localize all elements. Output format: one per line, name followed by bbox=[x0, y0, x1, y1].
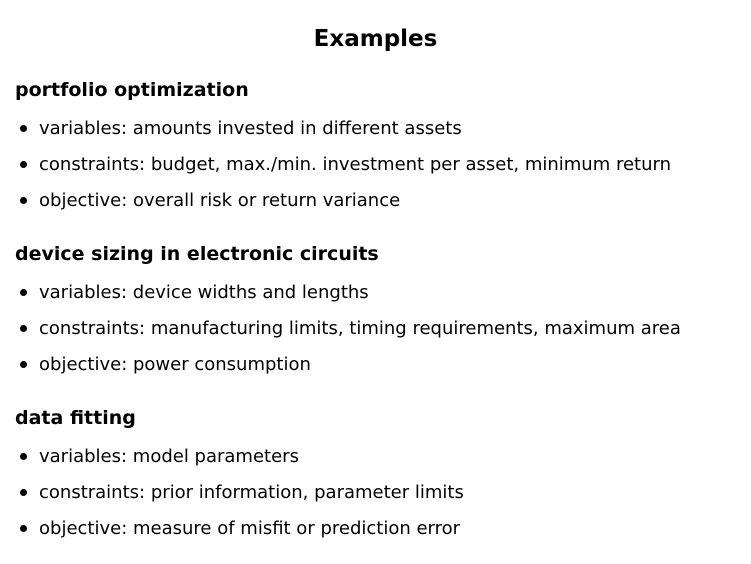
bullet-icon bbox=[20, 289, 27, 296]
bullet-icon bbox=[20, 361, 27, 368]
bullet-icon bbox=[20, 489, 27, 496]
list-item-text: objective: overall risk or return variance bbox=[39, 190, 401, 211]
list-item-text: variables: amounts invested in different assets bbox=[39, 118, 462, 139]
list-item-text: constraints: budget, max./min. investment per asset, minimum return bbox=[39, 154, 671, 175]
list-item bbox=[20, 445, 299, 469]
list-item-text: variables: model parameters bbox=[39, 446, 299, 467]
list-item-text: constraints: prior information, parameter limits bbox=[39, 482, 464, 503]
list-item bbox=[20, 153, 671, 177]
list-item-text: constraints: manufacturing limits, timing requirements, maximum area bbox=[39, 318, 681, 339]
section-heading-portfolio-optimization: portfolio optimization bbox=[15, 79, 249, 101]
list-item bbox=[20, 117, 462, 141]
list-item bbox=[20, 353, 311, 377]
slide-title: Examples bbox=[313, 26, 438, 52]
list-item bbox=[20, 281, 369, 305]
bullet-icon bbox=[20, 453, 27, 460]
list-item-text: variables: device widths and lengths bbox=[39, 282, 369, 303]
bullet-icon bbox=[20, 161, 27, 168]
section-heading-device-sizing: device sizing in electronic circuits bbox=[15, 243, 379, 265]
bullet-icon bbox=[20, 525, 27, 532]
bullet-icon bbox=[20, 197, 27, 204]
bullet-icon bbox=[20, 125, 27, 132]
list-item bbox=[20, 189, 400, 213]
bullet-icon bbox=[20, 325, 27, 332]
section-heading-data-fitting: data fitting bbox=[15, 407, 136, 429]
list-item bbox=[20, 481, 464, 505]
list-item-text: objective: power consumption bbox=[39, 354, 311, 375]
list-item bbox=[20, 317, 681, 341]
list-item-text: objective: measure of misfit or prediction error bbox=[39, 518, 461, 539]
list-item bbox=[20, 517, 460, 541]
